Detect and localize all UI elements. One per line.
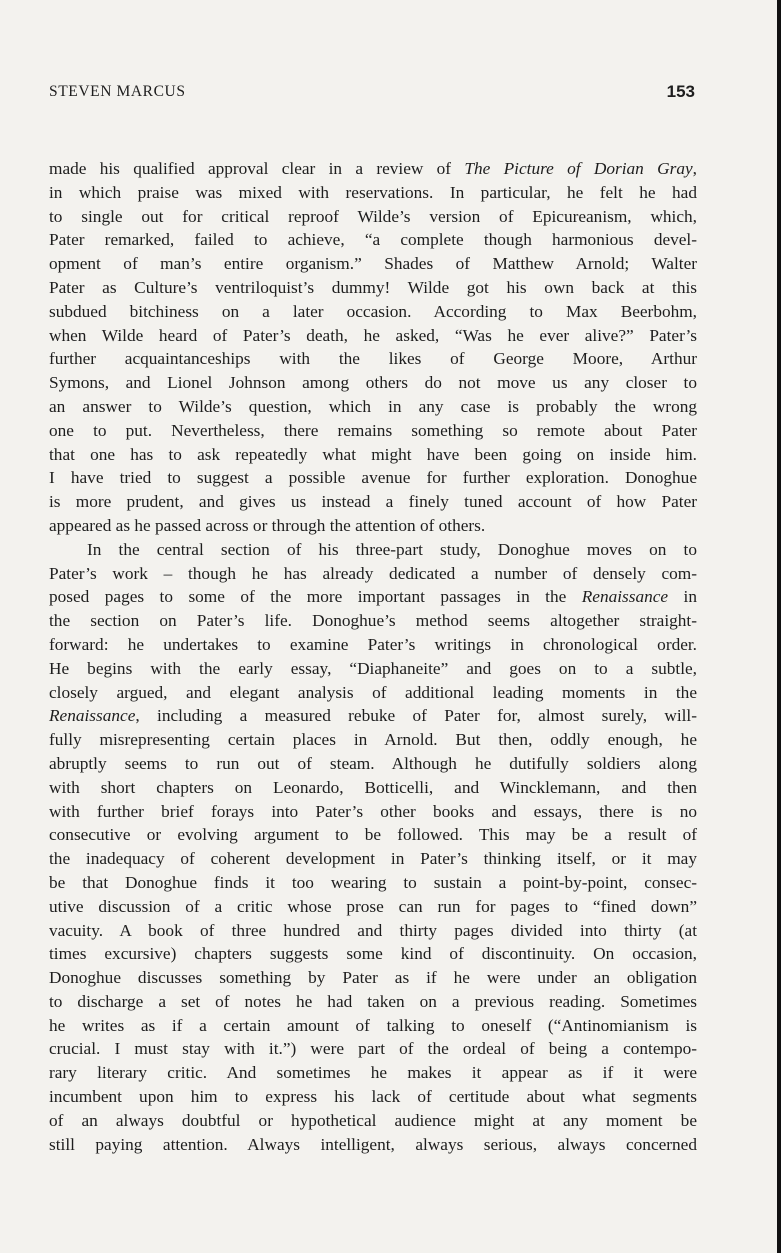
text-line: when Wilde heard of Pater’s death, he asked, “Was he ever alive?” Pater’s <box>49 325 697 345</box>
text-line: fully misrepresenting certain places in Arnold. But then, oddly enough, he <box>49 730 697 750</box>
text-line: consecutive or evolving argument to be followed. This may be a result of <box>49 825 697 845</box>
text-line: the section on Pater’s life. Donoghue’s method seems altogether straight- <box>49 611 697 631</box>
page-number: 153 <box>666 82 695 101</box>
text-line: Pater’s work – though he has already dedicated a number of densely com- <box>49 563 697 583</box>
text-line: still paying attention. Always intelligent, always serious, always concerned <box>49 1134 697 1154</box>
text-line: further acquaintanceships with the likes of George Moore, Arthur <box>49 349 697 369</box>
running-head <box>49 83 697 107</box>
text-line: with short chapters on Leonardo, Botticelli, and Wincklemann, and then <box>49 777 697 797</box>
running-head-author: STEVEN MARCUS <box>49 83 186 100</box>
text-line: an answer to Wilde’s question, which in any case is probably the wrong <box>49 396 697 416</box>
text-line: rary literary critic. And sometimes he makes it appear as if it were <box>49 1063 697 1083</box>
page-edge <box>777 0 781 1253</box>
text-line: to single out for critical reproof Wilde’s version of Epicureanism, which, <box>49 206 697 226</box>
text-line: be that Donoghue finds it too wearing to sustain a point-by-point, consec- <box>49 872 697 892</box>
text-line: abruptly seems to run out of steam. Although he dutifully soldiers along <box>49 753 697 773</box>
text-line: the inadequacy of coherent development in Pater’s thinking itself, or it may <box>49 849 697 869</box>
text-line: opment of man’s entire organism.” Shades of Matthew Arnold; Walter <box>49 254 697 274</box>
text-line: He begins with the early essay, “Diaphaneite” and goes on to a subtle, <box>49 658 697 678</box>
book-title: Renaissance <box>581 587 669 607</box>
text-line: utive discussion of a critic whose prose can run for pages to “fined down” <box>49 896 697 916</box>
text-line: to discharge a set of notes he had taken on a previous reading. Sometimes <box>49 991 697 1011</box>
paragraph-first-line: In the central section of his three-part study, Donoghue moves on to <box>87 539 697 559</box>
text-line: subdued bitchiness on a later occasion. According to Max Beerbohm, <box>49 301 697 321</box>
text-line: forward: he undertakes to examine Pater’s writings in chronological order. <box>49 634 697 654</box>
text-line: Pater as Culture’s ventriloquist’s dummy! Wilde got his own back at this <box>49 277 697 297</box>
text-line: I have tried to suggest a possible avenue for further exploration. Donoghue <box>49 468 697 488</box>
text-line: Symons, and Lionel Johnson among others do not move us any closer to <box>49 373 697 393</box>
text-line: times excursive) chapters suggests some kind of discontinuity. On occasion, <box>49 944 697 964</box>
text-line: of an always doubtful or hypothetical audience might at any moment be <box>49 1110 697 1130</box>
text-line: closely argued, and elegant analysis of additional leading moments in the <box>49 682 697 702</box>
text-line: one to put. Nevertheless, there remains something so remote about Pater <box>49 420 697 440</box>
text-line: posed pages to some of the more important passages in the Renaissance in <box>49 587 697 607</box>
book-title: Renaissance <box>49 706 136 726</box>
text-line: Renaissance, including a measured rebuke of Pater for, almost surely, will- <box>49 706 697 726</box>
body-text <box>49 157 697 1156</box>
text-line: vacuity. A book of three hundred and thirty pages divided into thirty (at <box>49 920 697 940</box>
text-line: Donoghue discusses something by Pater as if he were under an obligation <box>49 968 697 988</box>
text-line: incumbent upon him to express his lack of certitude about what segments <box>49 1087 697 1107</box>
text-line: with further brief forays into Pater’s other books and essays, there is no <box>49 801 697 821</box>
text-line: made his qualified approval clear in a review of The Picture of Dorian Gray, <box>49 159 697 178</box>
book-title: The Picture of Dorian Gray <box>464 159 693 178</box>
text-line: he writes as if a certain amount of talking to oneself (“Antinomianism is <box>49 1015 697 1035</box>
paragraph-end-line: appeared as he passed across or through the attention of others. <box>49 515 486 535</box>
text-line: in which praise was mixed with reservations. In particular, he felt he had <box>49 182 697 202</box>
text-line: crucial. I must stay with it.”) were part of the ordeal of being a contempo- <box>49 1039 697 1059</box>
text-line: that one has to ask repeatedly what might have been going on inside him. <box>49 444 697 464</box>
text-line: Pater remarked, failed to achieve, “a complete though harmonious devel- <box>49 230 697 250</box>
text-line: is more prudent, and gives us instead a finely tuned account of how Pater <box>49 492 697 512</box>
